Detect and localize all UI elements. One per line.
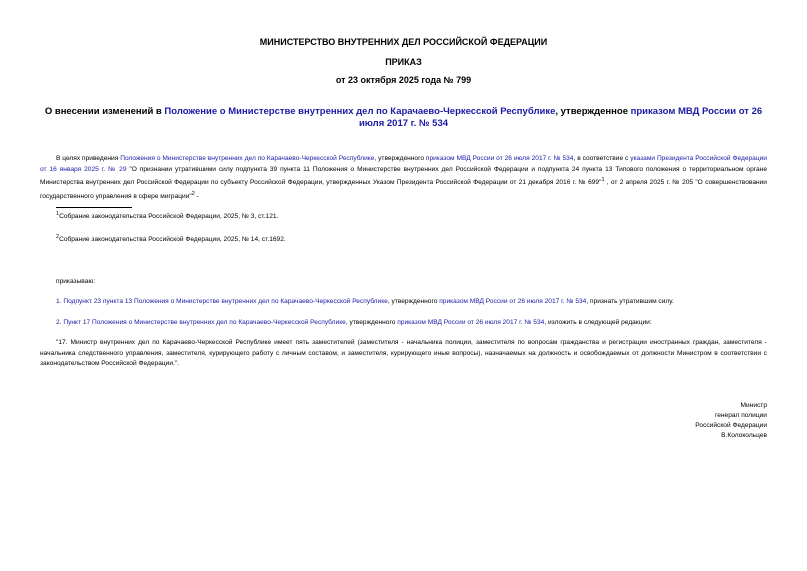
order-word: приказываю: <box>56 278 96 285</box>
footnote-number: 1 <box>56 211 60 217</box>
preamble-link-regulation[interactable]: Положения о Министерстве внутренних дел по Карачаево-Черкесской Республике <box>120 155 375 162</box>
preamble-text: , от 2 апреля 2025 г. № 205 "О совершенствовании государственного управления в сфере миграции" <box>40 179 767 200</box>
ministry-heading: МИНИСТЕРСТВО ВНУТРЕННИХ ДЕЛ РОССИЙСКОЙ ФЕДЕРАЦИИ <box>259 37 548 47</box>
signature-name: В.Колокольцев <box>721 432 767 439</box>
preamble-text: , утвержденного <box>374 155 426 162</box>
footnote-1 <box>56 211 278 220</box>
item-1-text: , утвержденного <box>387 298 440 305</box>
footnote-text: Собрание законодательства Российской Федерации, 2025, № 3, ст.121. <box>59 213 279 221</box>
quoted-new-text: "17. Министр внутренних дел по Карачаево-Черкесской Республике имеет пять заместителей (заместителя - начальника полиции, заместителя по вопросам гражданства и регистрации иностранных граждан, заместителя - начальника следственного управления, заместителя, курирующего работу с личным составом, и заместителя, курирующего иные вопросы), назначаемых на должность и освобождаемых от должности Министром в соответствии с законодательством Российской Федерации.". <box>40 339 767 367</box>
footnote-text: Собрание законодательства Российской Федерации, 2025, № 14, ст.1692. <box>59 236 286 244</box>
signature-block <box>695 401 767 441</box>
item-1-link-order[interactable]: приказом МВД России от 26 июля 2017 г. № 534 <box>439 298 587 305</box>
doc-type-heading: ПРИКАЗ <box>385 57 422 67</box>
preamble-text: - <box>194 192 199 200</box>
document-title <box>40 106 767 130</box>
footnote-ref-1[interactable]: 1 <box>601 177 605 183</box>
signature-rank: генерал полиции <box>714 412 767 419</box>
footnote-number: 2 <box>56 234 60 240</box>
preamble-text: , в соответствие с <box>573 155 631 162</box>
item-2-link-order[interactable]: приказом МВД России от 26 июля 2017 г. № 534 <box>397 319 545 326</box>
preamble-link-decrees[interactable]: указами Президента Российской Федерации от 16 января 2025 г. № 29 <box>40 155 767 173</box>
signature-country: Российской Федерации <box>695 422 767 429</box>
footnote-2 <box>56 234 286 243</box>
footnote-divider <box>56 207 132 208</box>
item-2-text: , утвержденного <box>345 319 398 326</box>
item-1-paragraph <box>40 297 767 308</box>
title-text-1: О внесении изменений в <box>44 106 165 117</box>
item-2-link-point[interactable]: 2. Пункт 17 Положения о Министерстве внутренних дел по Карачаево-Черкесской Республике <box>56 319 346 326</box>
title-text-2: , утвержденное <box>555 106 631 117</box>
item-1-link-subpoint[interactable]: 1. Подпункт 23 пункта 13 Положения о Министерстве внутренних дел по Карачаево-Черкесской Республике <box>56 298 388 305</box>
item-1-text: , признать утратившим силу. <box>586 298 674 305</box>
item-2-text: , изложить в следующей редакции: <box>544 319 652 326</box>
preamble-link-order[interactable]: приказом МВД России от 26 июля 2017 г. № 534 <box>425 155 574 162</box>
preamble-paragraph <box>40 154 767 202</box>
signature-position: Министр <box>740 402 767 409</box>
item-2-paragraph <box>40 318 767 329</box>
date-number: от 23 октября 2025 года № 799 <box>335 75 472 85</box>
footnote-ref-2[interactable]: 2 <box>191 190 195 197</box>
preamble-text: В целях приведения <box>56 155 121 162</box>
title-link-regulation[interactable]: Положение о Министерстве внутренних дел по Карачаево-Черкесской Республике <box>164 106 556 117</box>
title-link-order[interactable]: приказом МВД России от 26 июля 2017 г. № 534 <box>358 106 763 129</box>
preamble-text: "О признании утратившими силу подпункта 39 пункта 11 Положения о Министерстве внутренних дел Российской Федерации и подпункта 24 пункта 13 Типового положения о территориальном органе Министерства внутренних дел Российской Федерации по субъекту Российской Федерации, утвержденных Указом Президента Российской Федерации от 21 декабря 2016 г. № 699" <box>40 165 767 187</box>
